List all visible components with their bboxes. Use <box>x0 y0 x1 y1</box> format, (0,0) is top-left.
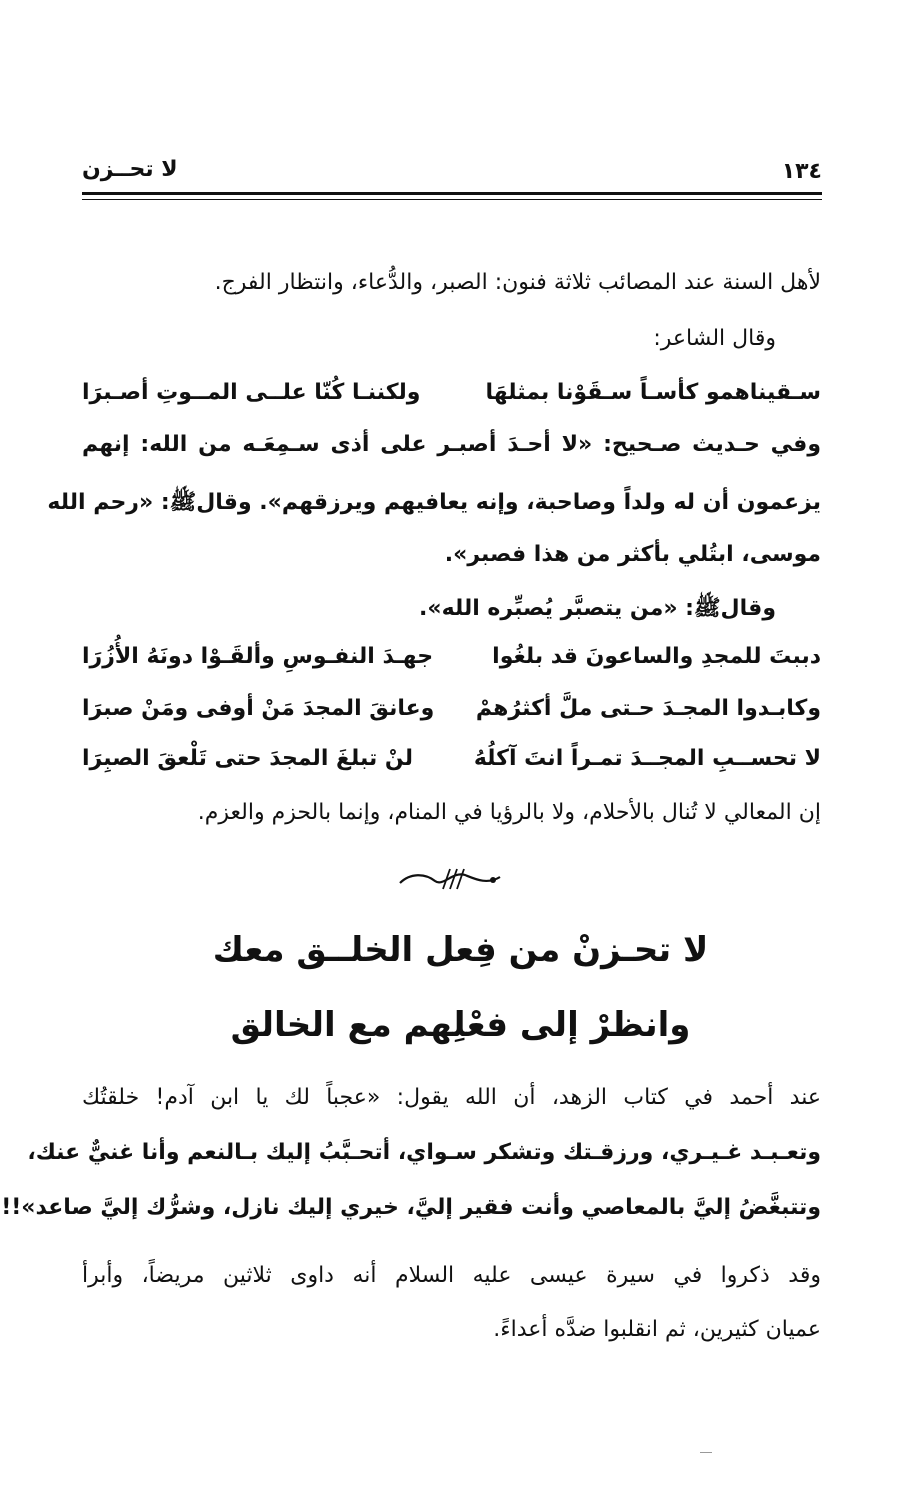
paragraph-line: وقالﷺ: «من يتصبَّر يُصبِّره الله». <box>419 596 776 621</box>
verse-hemistich-left: وعانقَ المجدَ مَنْ أوفى ومَنْ صبرَا <box>82 696 435 721</box>
verse-hemistich-right: لا تحســبِ المجــدَ تمـراً انتَ آكلُهُ <box>473 746 821 771</box>
header-rule-thin <box>82 199 822 200</box>
paragraph-line: عند أحمد في كتاب الزهد، أن الله يقول: «عجباً لك يا ابن آدم! خلقتُك <box>82 1085 821 1110</box>
paragraph-line: موسى، ابتُلي بأكثر من هذا فصبر». <box>444 542 821 567</box>
verse-hemistich-left: لنْ تبلغَ المجدَ حتى تَلْعقَ الصبِرَا <box>82 746 413 771</box>
verse-hemistich-right: وكابـدوا المجـدَ حـتى ملَّ أكثرُهمْ <box>475 696 821 721</box>
paragraph-line: لأهل السنة عند المصائب ثلاثة فنون: الصبر، والدُّعاء، وانتظار الفرج. <box>214 270 821 295</box>
verse-hemistich-right: دببتَ للمجدِ والساعونَ قد بلغُوا <box>492 644 821 669</box>
page-header <box>82 155 822 195</box>
paragraph-line: إن المعالي لا تُنال بالأحلام، ولا بالرؤيا في المنام، وإنما بالحزم والعزم. <box>197 800 821 825</box>
header-rule-thick <box>82 192 822 195</box>
footer-mark <box>700 1452 712 1453</box>
paragraph-line: وتعـبـد غـيـري، ورزقـتك وتشكر سـواي، أتحـبَّبُ إليك بـالنعم وأنا غنيٌّ عنك، <box>27 1140 821 1165</box>
page-number: ١٣٤ <box>781 159 822 184</box>
book-title: لا تحــزن <box>82 157 178 182</box>
paragraph-line: يزعمون أن له ولداً وصاحبة، وإنه يعافيهم ويرزقهم». وقالﷺ: «رحم الله <box>47 490 821 515</box>
paragraph-line: وتتبغَّضُ إليَّ بالمعاصي وأنت فقير إليَّ، خيري إليك نازل، وشرُّك إليَّ صاعد»!! <box>1 1195 821 1220</box>
verse-hemistich-left: جهـدَ النفـوسِ وألقَـوْا دونَهُ الأُزُرَا <box>82 644 434 669</box>
verse-hemistich-left: ولكننـا كُنّا علــى المــوتِ أصـبرَا <box>82 380 421 405</box>
paragraph-line: عميان كثيرين، ثم انقلبوا ضدَّه أعداءً. <box>493 1317 821 1342</box>
paragraph-line: وقد ذكروا في سيرة عيسى عليه السلام أنه داوى ثلاثين مريضاً، وأبرأ <box>82 1263 821 1288</box>
paragraph-line: وفي حـديث صـحيح: «لا أحـدَ أصبـر على أذى سـمِعَـه من الله: إنهم <box>82 432 821 457</box>
section-heading-line-1: لا تحـزنْ من فِعل الخلــق معك <box>212 930 709 970</box>
paragraph-line: وقال الشاعر: <box>653 326 776 351</box>
section-heading-line-2: وانظرْ إلى فعْلِهم مع الخالق <box>230 1005 691 1045</box>
calligraphic-divider-icon <box>395 865 505 893</box>
verse-hemistich-right: سـقيناهمو كأسـاً سـقَوْنا بمثلهَا <box>485 380 821 405</box>
